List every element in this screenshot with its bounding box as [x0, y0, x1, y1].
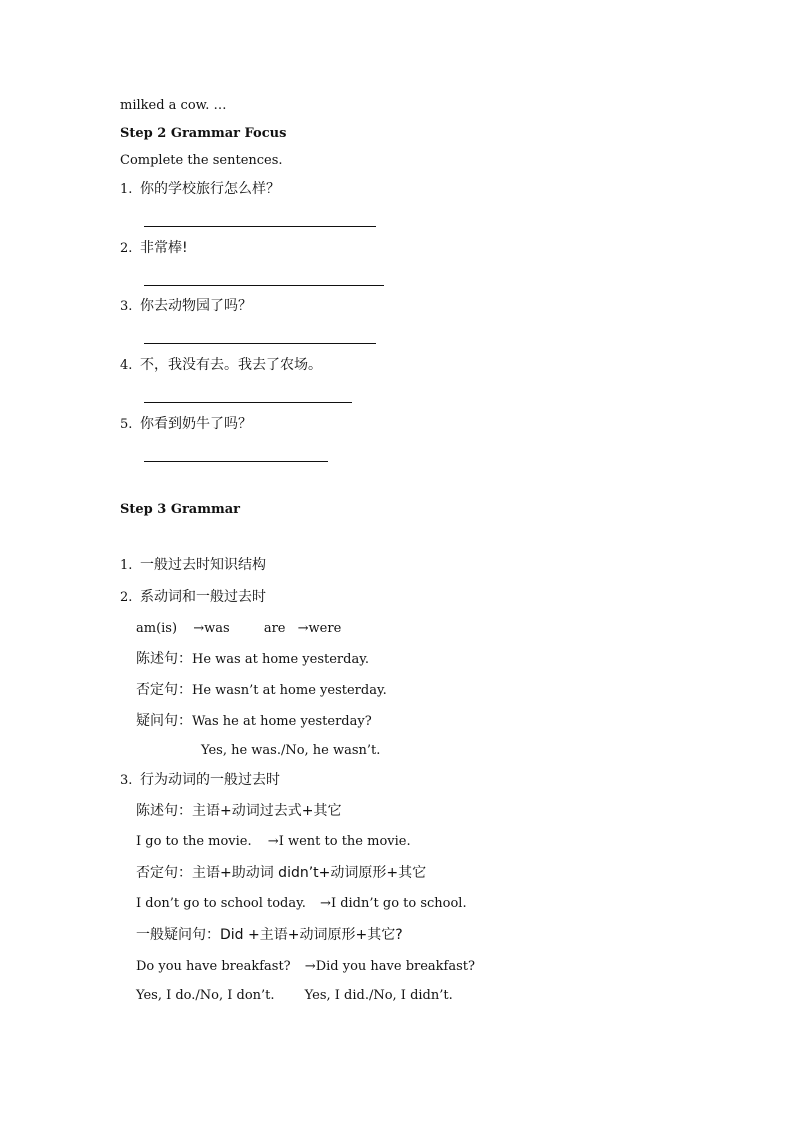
arrow-icon: → — [320, 896, 331, 911]
item-text: 你看到奶牛了吗？ — [140, 416, 252, 432]
answer-blank-3[interactable] — [144, 343, 376, 344]
be-statement — [136, 650, 369, 669]
point-number: 3. — [120, 773, 133, 788]
negative-example: He wasn’t at home yesterday. — [192, 683, 387, 698]
example-past: I didn’t go to school. — [330, 896, 467, 911]
be-negative — [136, 681, 387, 700]
answer-blank-2[interactable] — [144, 285, 384, 286]
question-rule: Did +主语+动词原形+其它? — [220, 927, 403, 943]
step3-point-2 — [120, 588, 266, 607]
question-label: 一般疑问句： — [136, 927, 220, 943]
statement-example: He was at home yesterday. — [192, 652, 369, 667]
are: are — [263, 621, 286, 636]
point-number: 2. — [120, 590, 133, 605]
example-past: Did you have breakfast? — [315, 959, 475, 974]
action-question-rule — [136, 926, 403, 945]
step2-instruction: Complete the sentences. — [120, 153, 283, 168]
arrow-icon: → — [297, 621, 309, 636]
item-text: 非常棒! — [140, 240, 188, 256]
step3-point-3 — [120, 771, 280, 790]
statement-label: 陈述句： — [136, 803, 192, 819]
answer-blank-1[interactable] — [144, 226, 376, 227]
item-number: 1. — [120, 182, 133, 197]
be-answer: Yes, he was./No, he wasn’t. — [201, 743, 381, 758]
example-present: Do you have breakfast? — [136, 959, 291, 974]
action-negative-rule — [136, 864, 426, 883]
step2-item-5 — [120, 415, 252, 434]
item-text: 你的学校旅行怎么样？ — [140, 181, 280, 197]
negative-label: 否定句： — [136, 865, 192, 881]
step2-item-4 — [120, 356, 322, 375]
question-label: 疑问句： — [136, 713, 192, 729]
was: was — [204, 621, 230, 636]
point-text: 行为动词的一般过去时 — [140, 772, 280, 788]
action-example-1 — [136, 833, 411, 851]
point-number: 1. — [120, 558, 133, 573]
step2-item-2 — [120, 239, 188, 258]
am-is: am(is) — [136, 621, 178, 636]
answer-blank-4[interactable] — [144, 402, 352, 403]
were: were — [308, 621, 342, 636]
item-text: 不，我没有去。我去了农场。 — [140, 357, 322, 373]
item-number: 5. — [120, 417, 133, 432]
example-present-answer: Yes, I do./No, I don’t. — [136, 988, 275, 1003]
example-present: I don’t go to school today. — [136, 896, 306, 911]
negative-label: 否定句： — [136, 682, 192, 698]
item-number: 3. — [120, 299, 133, 314]
arrow-icon: → — [267, 834, 279, 849]
be-verb-forms — [136, 620, 341, 638]
arrow-icon: → — [193, 621, 205, 636]
action-statement-rule — [136, 802, 341, 821]
answer-blank-5[interactable] — [144, 461, 328, 462]
step3-point-1 — [120, 556, 266, 575]
negative-rule: 主语+助动词 didn’t+动词原形+其它 — [192, 865, 427, 881]
statement-rule: 主语+动词过去式+其它 — [192, 803, 342, 819]
item-number: 4. — [120, 358, 133, 373]
item-text: 你去动物园了吗？ — [140, 298, 252, 314]
question-example: Was he at home yesterday? — [192, 714, 372, 729]
item-number: 2. — [120, 241, 133, 256]
intro-tail: milked a cow. … — [120, 98, 227, 113]
action-example-4 — [136, 987, 453, 1005]
example-present: I go to the movie. — [136, 834, 252, 849]
point-text: 系动词和一般过去时 — [140, 589, 266, 605]
action-example-2 — [136, 895, 467, 913]
example-past: I went to the movie. — [278, 834, 411, 849]
step2-heading: Step 2 Grammar Focus — [120, 126, 287, 141]
step2-item-3 — [120, 297, 252, 316]
step3-heading: Step 3 Grammar — [120, 502, 241, 517]
be-question — [136, 712, 372, 731]
step2-item-1 — [120, 180, 280, 199]
example-past-answer: Yes, I did./No, I didn’t. — [304, 988, 453, 1003]
action-example-3 — [136, 958, 475, 976]
arrow-icon: → — [304, 959, 316, 974]
statement-label: 陈述句： — [136, 651, 192, 667]
point-text: 一般过去时知识结构 — [140, 557, 266, 573]
